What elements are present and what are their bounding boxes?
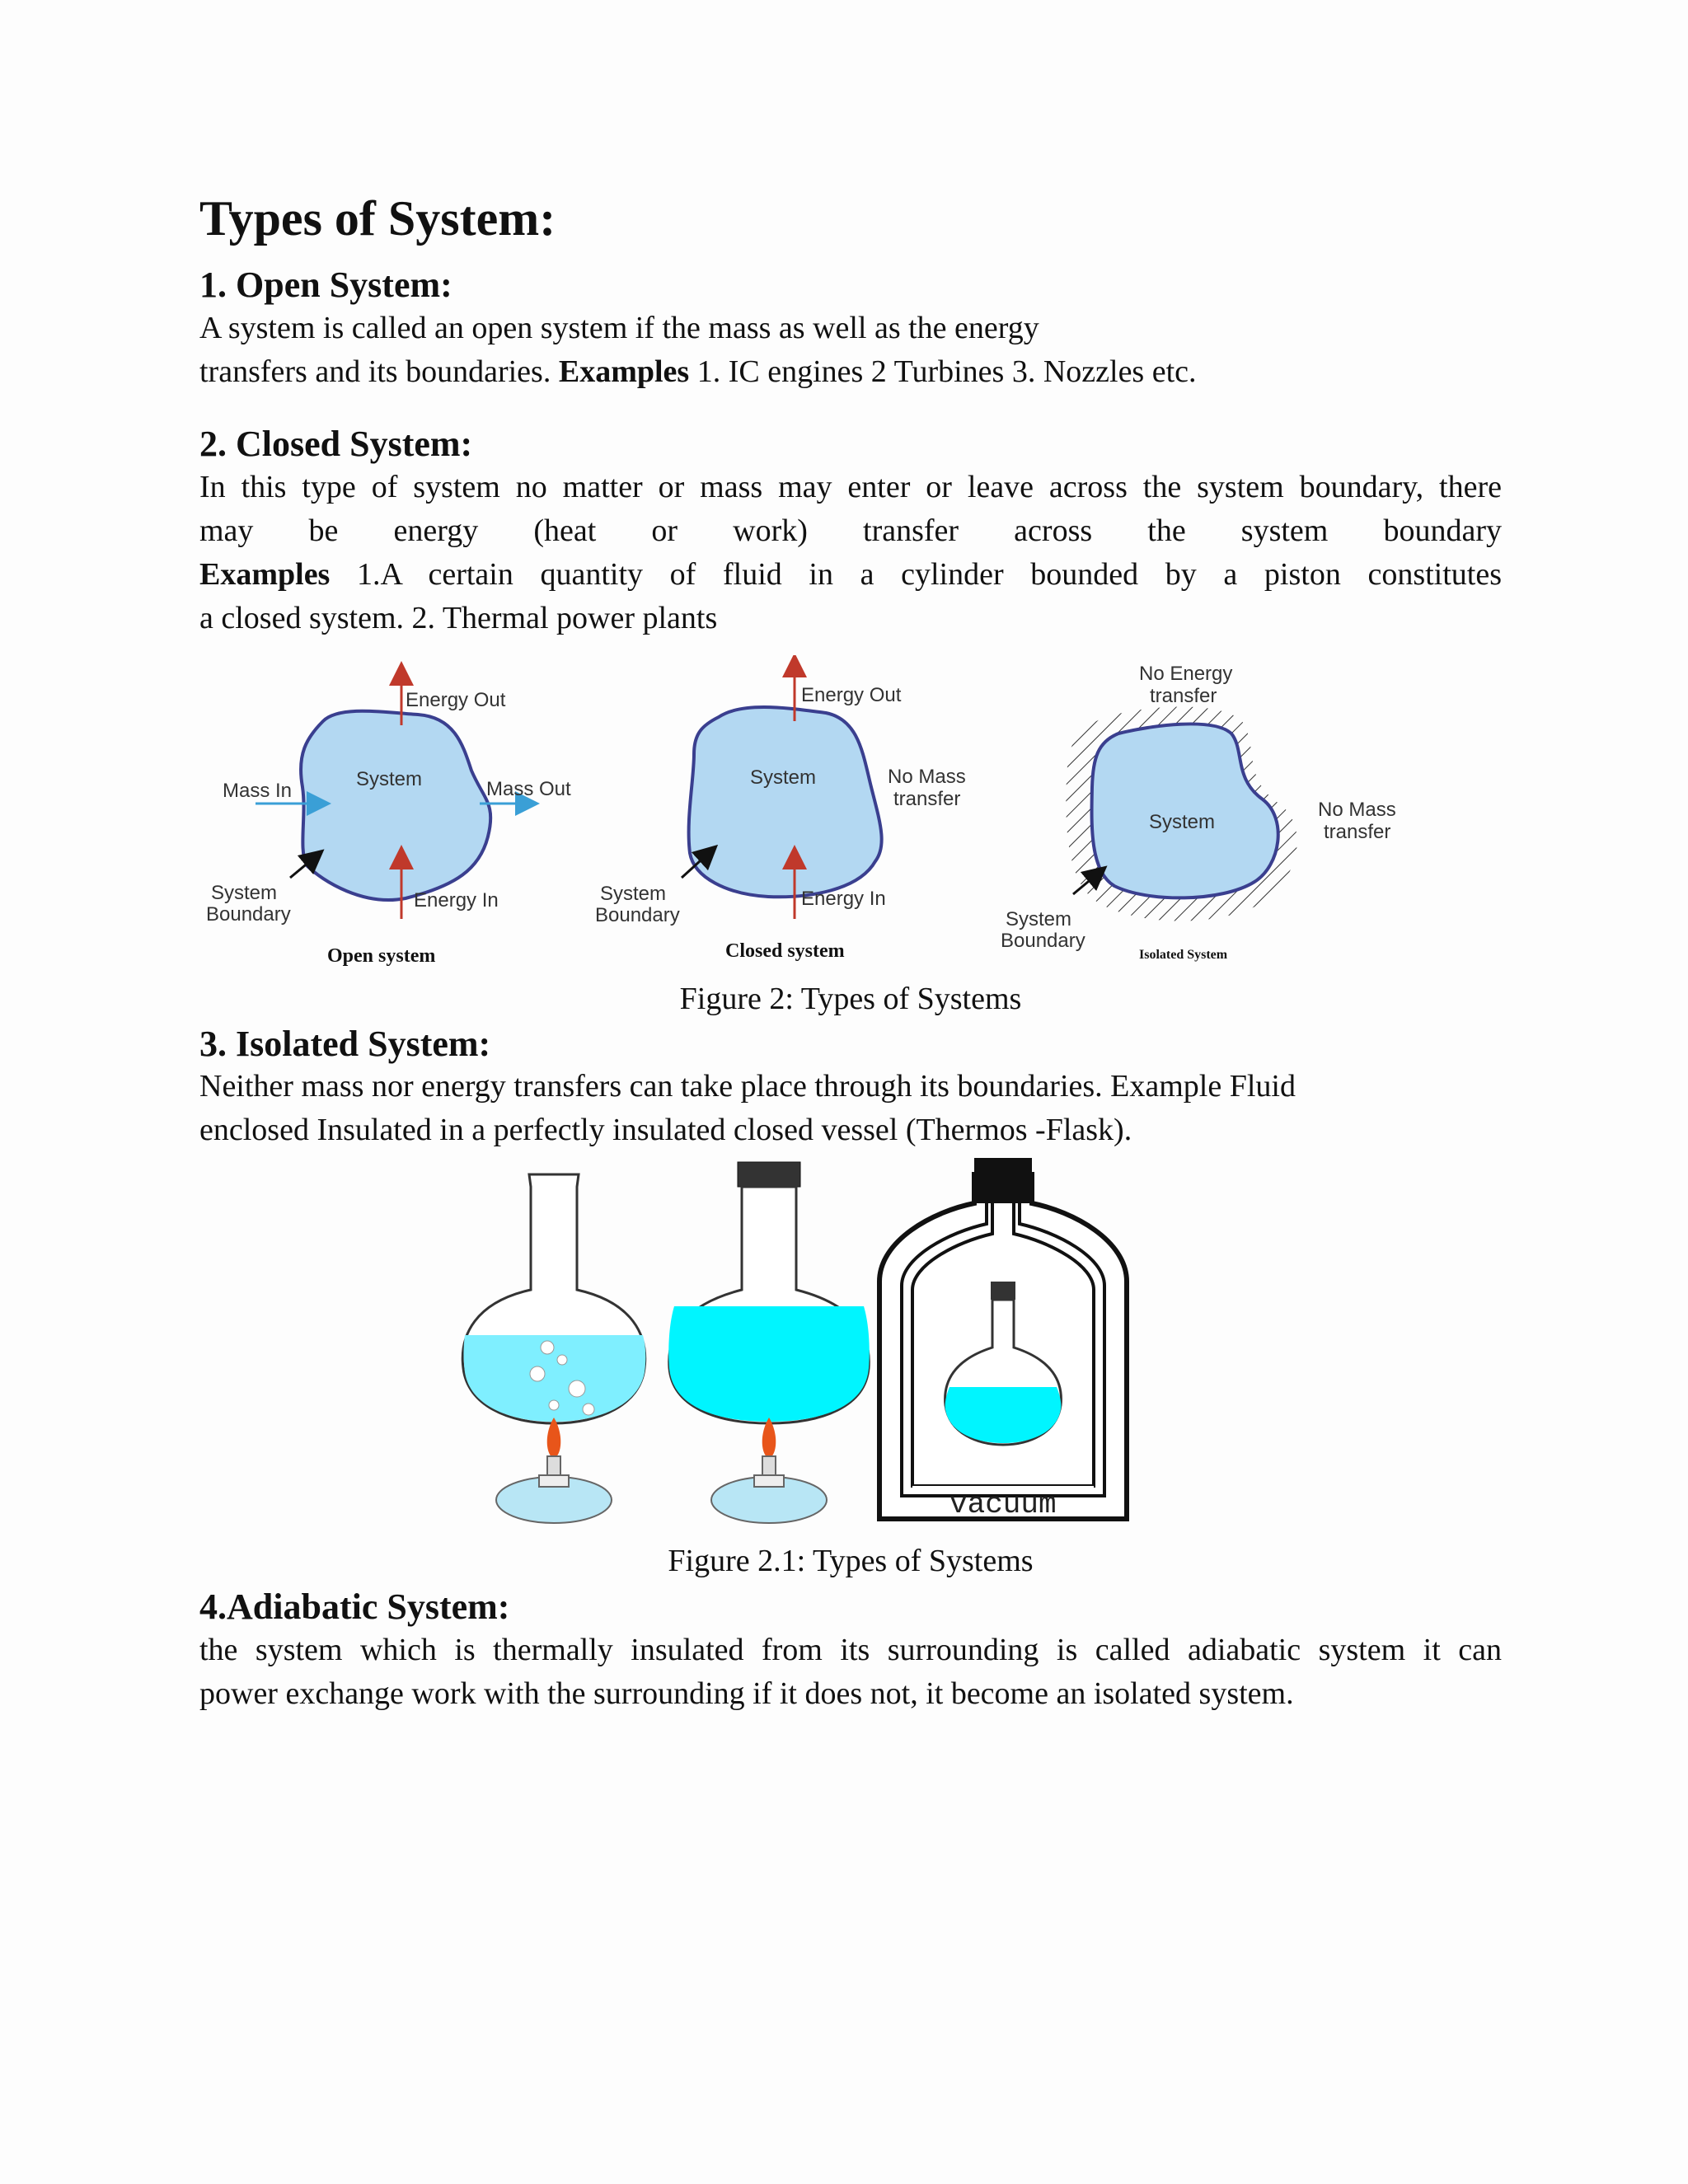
isolated-system-paragraph [199, 1065, 1502, 1152]
isolated-no-energy-label-2: transfer [1150, 685, 1217, 707]
open-mass-out-label: Mass Out [486, 778, 571, 800]
isolated-no-mass-label-1: No Mass [1318, 799, 1396, 821]
bubble [541, 1341, 554, 1354]
isolated-no-mass-label-2: transfer [1324, 821, 1391, 843]
open-mass-in-label: Mass In [223, 780, 293, 802]
open-flask-illustration [462, 1174, 645, 1523]
closed-line-3 [199, 553, 1502, 597]
open-boundary-label-2: Boundary [206, 903, 291, 926]
isolated-no-energy-label-1: No Energy [1139, 663, 1233, 685]
closed-energy-in-label: Energy In [801, 888, 886, 910]
adiabatic-line-2: power exchange work with the surrounding if it does not, it become an isolated system. [199, 1676, 1294, 1711]
isolated-line-1: Neither mass nor energy transfers can take place through its boundaries. Example Fluid [199, 1069, 1296, 1104]
closed-burner-neck [754, 1475, 784, 1487]
closed-flask-liquid [668, 1306, 870, 1422]
closed-flask-illustration [668, 1162, 870, 1523]
closed-no-mass-label-2: transfer [893, 788, 961, 810]
closed-examples-label: Examples [199, 557, 331, 592]
isolated-system-label: System [1149, 811, 1216, 833]
open-burner-neck [539, 1475, 569, 1487]
closed-flask-cork [738, 1162, 800, 1187]
bubble [583, 1404, 594, 1415]
open-system-blob [301, 711, 490, 900]
isolated-system-diagram [1001, 663, 1396, 962]
open-examples-label: Examples [558, 354, 690, 389]
bubble [530, 1366, 545, 1381]
figure-2-caption: Figure 2: Types of Systems [679, 982, 1022, 1016]
adiabatic-system-paragraph [199, 1629, 1502, 1716]
open-line-1: A system is called an open system if the mass as well as the energy [199, 311, 1039, 345]
open-system-paragraph [199, 307, 1502, 394]
closed-no-mass-label-1: No Mass [888, 766, 966, 788]
figure-flasks [438, 1158, 1263, 1529]
closed-system-heading: 2. Closed System: [199, 424, 473, 464]
closed-system-paragraph [199, 466, 1502, 640]
closed-energy-out-label: Energy Out [801, 684, 902, 706]
open-boundary-label-1: System [211, 882, 278, 904]
open-system-diagram [206, 673, 571, 967]
thermos-flask-illustration [879, 1158, 1127, 1521]
adiabatic-system-heading: 4.Adiabatic System: [199, 1586, 510, 1627]
vacuum-label: vacuum [950, 1488, 1057, 1521]
isolated-boundary-label-2: Boundary [1001, 930, 1085, 952]
closed-line-1: In this type of system no matter or mass may enter or leave across the system boundary, there [199, 470, 1502, 504]
closed-line-2: may be energy (heat or work) transfer across the system boundary [199, 513, 1502, 548]
open-energy-in-label: Energy In [414, 889, 499, 912]
figure-2-1-caption: Figure 2.1: Types of Systems [668, 1544, 1034, 1578]
isolated-line-2: enclosed Insulated in a perfectly insulated closed vessel (Thermos -Flask). [199, 1113, 1132, 1147]
closed-system-label: System [750, 766, 817, 789]
isolated-boundary-label-1: System [1006, 908, 1072, 930]
isolated-system-heading: 3. Isolated System: [199, 1024, 491, 1064]
thermos-stopper [974, 1158, 1032, 1203]
bubble [557, 1355, 567, 1365]
closed-line-4: a closed system. 2. Thermal power plants [199, 601, 718, 635]
figure-types-of-systems [199, 655, 1403, 968]
open-line-2-pre: transfers and its boundaries. [199, 354, 559, 389]
closed-system-blob [689, 707, 882, 897]
open-system-heading: 1. Open System: [199, 265, 452, 305]
inner-flask-cork [991, 1282, 1015, 1300]
closed-system-diagram [595, 665, 966, 962]
open-energy-out-label: Energy Out [406, 689, 506, 711]
page-title: Types of System: [199, 191, 556, 246]
open-panel-title: Open system [327, 945, 436, 967]
closed-line-3-post: 1.A certain quantity of fluid in a cylinder bounded by a piston constitutes [330, 557, 1502, 592]
isolated-panel-title: Isolated System [1139, 948, 1228, 962]
bubble [569, 1380, 585, 1397]
bubble [549, 1400, 559, 1410]
open-line-2-post: 1. IC engines 2 Turbines 3. Nozzles etc. [689, 354, 1197, 389]
closed-panel-title: Closed system [725, 940, 845, 962]
closed-boundary-label-1: System [600, 883, 667, 905]
open-system-label: System [356, 768, 423, 790]
closed-boundary-label-2: Boundary [595, 904, 680, 926]
adiabatic-line-1: the system which is thermally insulated from its surrounding is called adiabatic system it can [199, 1633, 1502, 1667]
